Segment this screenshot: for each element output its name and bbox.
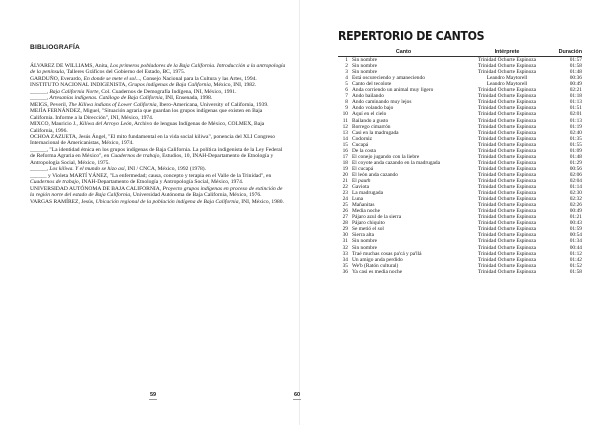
entry-text: ______, "La identidad étnica en los grupos indígenas de Baja California. La política indigenista de la Ley Federal de Reforma Agraria en México", en [30, 146, 283, 160]
song-number: 14 [342, 135, 348, 142]
song-duration: 01:13 [569, 117, 582, 124]
entry-text: , INI, Ensenada, 1998. [162, 95, 213, 102]
song-performer: Trinidad Ochurte Espinoza [477, 226, 537, 233]
song-number: 12 [342, 123, 348, 130]
song-number: 3 [345, 69, 348, 76]
song-title: Un amigo anda perdido [352, 256, 403, 263]
song-performer: Trinidad Ochurte Espinoza [477, 171, 537, 178]
song-performer: Trinidad Ochurte Espinoza [477, 111, 537, 118]
entry-text: MEJÍA FERNÁNDEZ, Miguel, "Situación agraria que guardan los grupos indígenas que existen en Baja California. Informe a la Dirección", INI, México, 1974. [30, 108, 263, 121]
table-row [338, 269, 582, 275]
column-header-interprete: Intérprete [469, 49, 545, 57]
song-performer: Trinidad Ochurte Espinoza [477, 250, 537, 257]
song-performer: Trinidad Ochurte Espinoza [477, 105, 537, 112]
song-number: 10 [342, 111, 348, 118]
entry-text: , INAH-Departamento de Etnología y Antropología Social, México, 1974. [78, 179, 244, 186]
song-number: 35 [342, 262, 348, 269]
entry-text: ______ y Violeta MARTÍ YÁNEZ, "La enfermedad; causa, concepto y terapia en el Valle de la Trinidad", en [30, 172, 272, 179]
song-number: 24 [342, 196, 348, 203]
song-title: Ando caminando muy lejos [352, 99, 412, 106]
song-performer: Trinidad Ochurte Espinoza [477, 244, 537, 251]
song-number: 33 [342, 250, 348, 257]
song-title: Aquí en el cielo [352, 111, 387, 118]
page-number-left [133, 392, 173, 400]
song-number: 31 [342, 238, 348, 245]
entry-text: ______, [30, 166, 50, 173]
song-duration: 01:42 [569, 256, 582, 263]
song-duration: 01:52 [569, 262, 582, 269]
song-title: Traé muchas cosas pa'cá y pa'llá [352, 250, 422, 257]
entry-text: , México, INI, 1982. [210, 82, 257, 89]
song-number: 22 [342, 184, 348, 191]
song-number: 26 [342, 208, 348, 215]
song-duration: 02:32 [569, 196, 582, 203]
song-duration: 02:21 [569, 87, 582, 94]
song-performer: Trinidad Ochurte Espinoza [477, 256, 537, 263]
song-duration: 02:30 [569, 190, 582, 197]
entry-text: ______, [30, 95, 50, 102]
song-performer: Trinidad Ochurte Espinoza [477, 57, 537, 64]
page-number-right [277, 392, 317, 400]
entry-text: VARGAS RAMÍREZ, Jesús, [30, 198, 96, 205]
song-performer: Trinidad Ochurte Espinoza [477, 63, 537, 70]
song-number: 25 [342, 202, 348, 209]
bibliography-entry [30, 121, 286, 134]
song-performer: Trinidad Ochurte Espinoza [477, 123, 537, 130]
song-duration: 00:49 [569, 208, 582, 215]
song-number: 29 [342, 226, 348, 233]
entry-title: Grupos indígenas de Baja California [128, 82, 211, 89]
song-title: La madrugada [352, 190, 383, 197]
entry-text: UNIVERSIDAD AUTÓNOMA DE BAJA CALIFORNIA, [30, 185, 163, 192]
song-performer: Leandro Maytorell [486, 81, 528, 88]
song-title: El pauth [352, 177, 371, 184]
song-duration: 01:29 [569, 159, 582, 166]
song-duration: 01:21 [569, 214, 582, 221]
song-number: 9 [345, 105, 348, 112]
page-number-60: 60 [293, 392, 301, 398]
song-duration: 00:54 [569, 232, 582, 239]
folio-rule [149, 399, 157, 400]
song-number: 6 [345, 87, 348, 94]
column-header-duracion: Duración [545, 49, 582, 57]
song-duration: 00:36 [569, 75, 582, 82]
repertoire-page [300, 0, 600, 425]
song-number: 7 [345, 93, 348, 100]
song-number: 8 [345, 99, 348, 106]
song-number: 28 [342, 220, 348, 227]
entry-text: , INI, México, 1980. [238, 198, 284, 205]
song-number: 15 [342, 141, 348, 148]
song-title: Sin nombre [352, 244, 378, 251]
song-number: 13 [342, 129, 348, 136]
song-duration: 02:26 [569, 202, 582, 209]
song-performer: Trinidad Ochurte Espinoza [477, 196, 537, 203]
entry-text: , Archivo de lenguas Indígenas de México, COLMEX, Baja California, 1996. [30, 121, 265, 134]
song-duration: 01:58 [569, 63, 582, 70]
entry-text: INSTITUTO NACIONAL INDIGENISTA, [30, 82, 129, 89]
song-performer: Trinidad Ochurte Espinoza [477, 184, 537, 191]
song-title: Se metió el sol [352, 226, 384, 233]
song-performer: Trinidad Ochurte Espinoza [477, 220, 537, 227]
song-performer: Trinidad Ochurte Espinoza [477, 165, 537, 172]
repertoire-title: REPERTORIO DE CANTOS [338, 28, 485, 43]
page-number-59: 59 [149, 392, 157, 398]
song-title: Casi en la madrugada [352, 129, 399, 136]
entry-title: Los kiliwa. Y el mundo se hizo así [49, 166, 125, 173]
bibliography-entry [30, 199, 286, 205]
song-duration: 01:48 [569, 153, 582, 160]
song-duration: 01:35 [569, 135, 582, 142]
song-duration: 02:06 [569, 171, 582, 178]
song-title: Cucapá [352, 141, 369, 148]
song-number: 18 [342, 159, 348, 166]
song-title: Media noche [352, 208, 380, 215]
song-performer: Leandro Maytorell [486, 75, 528, 82]
song-title: Mañanitas [352, 202, 375, 209]
song-performer: Trinidad Ochurte Espinoza [477, 190, 537, 197]
entry-text: MEIGS, Peveril, [30, 101, 69, 108]
song-duration: 01:55 [569, 141, 582, 148]
song-performer: Trinidad Ochurte Espinoza [477, 208, 537, 215]
song-duration: 01:09 [569, 147, 582, 154]
song-title: Pájaro chiquito [352, 220, 385, 227]
song-title: Canto del tecolote [352, 81, 392, 88]
song-number: 27 [342, 214, 348, 221]
song-duration: 01:19 [569, 123, 582, 130]
song-duration: 01:51 [569, 105, 582, 112]
bibliography-entry [30, 147, 286, 166]
song-title: Está oscureciendo y amaneciendo [352, 75, 425, 82]
entry-title: Baja California Norte [49, 88, 99, 95]
song-title: De la costa [352, 147, 376, 154]
bibliography-entry [30, 63, 286, 76]
song-number: 1 [345, 57, 348, 64]
song-title: Anda corriendo un animal muy ligero [352, 87, 434, 94]
song-performer: Trinidad Ochurte Espinoza [477, 238, 537, 245]
song-number: 19 [342, 165, 348, 172]
song-number: 5 [345, 81, 348, 88]
entry-text: ..., Consejo Nacional para la Cultura y las Artes, 1994. [135, 75, 257, 82]
song-duration: 01:59 [569, 226, 582, 233]
song-performer: Trinidad Ochurte Espinoza [477, 268, 537, 275]
entry-title: Cuadernos de trabajo [110, 153, 160, 160]
song-number: 21 [342, 177, 348, 184]
song-duration: 01:13 [569, 99, 582, 106]
song-performer: Trinidad Ochurte Espinoza [477, 129, 537, 136]
song-title: El coyote anda cazando en la madrugada [352, 159, 441, 166]
song-duration: 01:58 [569, 268, 582, 275]
song-number: 32 [342, 244, 348, 251]
songs-table-header [338, 49, 582, 57]
song-title: Sin nombre [352, 63, 378, 70]
entry-text: GARDUÑO, Everardo, [30, 75, 84, 82]
song-performer: Trinidad Ochurte Espinoza [477, 69, 537, 76]
reference-list [30, 63, 286, 205]
song-number: 11 [342, 117, 348, 124]
entry-text: , Estudios, 10, INAH-Departamento de Etnología y Antropología Social, México, 1975. [30, 153, 274, 166]
song-duration: 00:56 [569, 165, 582, 172]
folio-rule [293, 399, 301, 400]
song-number: 16 [342, 147, 348, 154]
bibliography-entry [30, 173, 286, 186]
song-duration: 00:49 [569, 81, 582, 88]
song-duration: 01:48 [569, 69, 582, 76]
song-title: Sin nombre [352, 57, 378, 64]
song-number: 36 [342, 268, 348, 275]
song-title: Codorniz [352, 135, 373, 142]
song-number: 23 [342, 190, 348, 197]
entry-title: Kiliwa del Arroyo León [79, 121, 132, 128]
song-title: El cucapá [352, 165, 374, 172]
song-title: Gaviota [352, 184, 370, 191]
song-performer: Trinidad Ochurte Espinoza [477, 232, 537, 239]
entry-title: The Kiliwa indians of Lower California [68, 101, 157, 108]
song-title: Borrego cimarrón [352, 123, 391, 130]
song-performer: Trinidad Ochurte Espinoza [477, 147, 537, 154]
song-performer: Trinidad Ochurte Espinoza [477, 202, 537, 209]
entry-text: OCHOA ZAZUETA, Jesús Ángel, "El mito fundamental en la vida social kiliwa", ponencia del XLI Congreso Internacional de Americanistas, México, 1974. [30, 133, 276, 147]
song-performer: Trinidad Ochurte Espinoza [477, 93, 537, 100]
bibliography-entry [30, 134, 286, 147]
song-title-italic: pauth [358, 177, 371, 184]
song-performer: Trinidad Ochurte Espinoza [477, 262, 537, 269]
column-header-canto: Canto [338, 49, 469, 57]
bibliography-heading: BIBLIOGRAFÍA [30, 44, 81, 51]
song-duration: 00:43 [569, 220, 582, 227]
entry-title: Los primeros pobladores de la Baja California. Introducción a la antropología de la península [30, 63, 286, 76]
song-number: 17 [342, 153, 348, 160]
entry-title: Ubicación regional de la población indígena de Baja California [95, 198, 239, 205]
entry-text: , Universidad Autónoma de Baja California, México, 1976. [130, 192, 262, 199]
entry-title: Cuadernos de trabajo [30, 179, 79, 186]
entry-title: En donde se mete el sol [83, 75, 136, 82]
entry-title: Proyecto grupos indígenas en proceso de extinción de la región norte del estado de Baja California [30, 185, 283, 199]
song-duration: 01:57 [569, 57, 582, 64]
song-title: Ya casi es media noche [352, 268, 403, 275]
song-title: Ando bailando [352, 93, 384, 100]
entry-text: ÁLVAREZ DE WILLIAMS, Anita, [30, 63, 111, 69]
songs-table [338, 49, 582, 275]
entry-text: , INI / CNCA, México, 1992 (1978). [124, 166, 206, 173]
song-performer: Trinidad Ochurte Espinoza [477, 153, 537, 160]
song-duration: 01:14 [569, 184, 582, 191]
song-performer: Trinidad Ochurte Espinoza [477, 214, 537, 221]
song-number: 4 [345, 75, 348, 82]
songs-table-body [338, 57, 582, 275]
song-title: El conejo jugando con la liebre [352, 153, 420, 160]
entry-text: , Ibero-Americana, University of California, 1939. [156, 101, 269, 108]
song-duration: 02:04 [569, 177, 582, 184]
song-performer: Trinidad Ochurte Espinoza [477, 159, 537, 166]
entry-text: , Talleres Gráficos del Gobierno del Estado, BC, 1975. [63, 69, 186, 76]
song-duration: 00:44 [569, 244, 582, 251]
song-title: Sierra alta [352, 232, 374, 239]
song-duration: 01:34 [569, 238, 582, 245]
entry-text: MIXCO, Mauricio J., [30, 121, 80, 128]
song-number: 30 [342, 232, 348, 239]
entry-text: ______, [30, 88, 50, 95]
song-title: Sin nombre [352, 238, 378, 245]
song-number: 20 [342, 171, 348, 178]
song-performer: Trinidad Ochurte Espinoza [477, 99, 537, 106]
song-title: Ando volando bajo [352, 105, 394, 112]
song-performer: Trinidad Ochurte Espinoza [477, 177, 537, 184]
song-title: Sin nombre [352, 69, 378, 76]
entry-text: , Col. Cuadernos de Demografía Indígena, INI, México, 1991. [98, 88, 237, 95]
song-title: We'b (Ratón cultural) [352, 262, 399, 269]
song-performer: Trinidad Ochurte Espinoza [477, 141, 537, 148]
song-duration: 02:01 [569, 111, 582, 118]
entry-title: Artesanías indígenas. Catálogo de Baja California [49, 95, 163, 102]
song-performer: Trinidad Ochurte Espinoza [477, 87, 537, 94]
song-title: Pájaro azul de la sierra [352, 214, 402, 221]
song-performer: Trinidad Ochurte Espinoza [477, 135, 537, 142]
song-title: Luna [352, 196, 364, 203]
bibliography-entry [30, 186, 286, 199]
song-title: El león anda cazando [352, 171, 398, 178]
song-performer: Trinidad Ochurte Espinoza [477, 117, 537, 124]
song-duration: 01:18 [569, 93, 582, 100]
song-duration: 02:40 [569, 129, 582, 136]
song-number: 2 [345, 63, 348, 70]
bibliography-entry [30, 108, 286, 121]
song-title: Bailando a gusto [352, 117, 389, 124]
song-number: 34 [342, 256, 348, 263]
song-duration: 01:12 [569, 250, 582, 257]
